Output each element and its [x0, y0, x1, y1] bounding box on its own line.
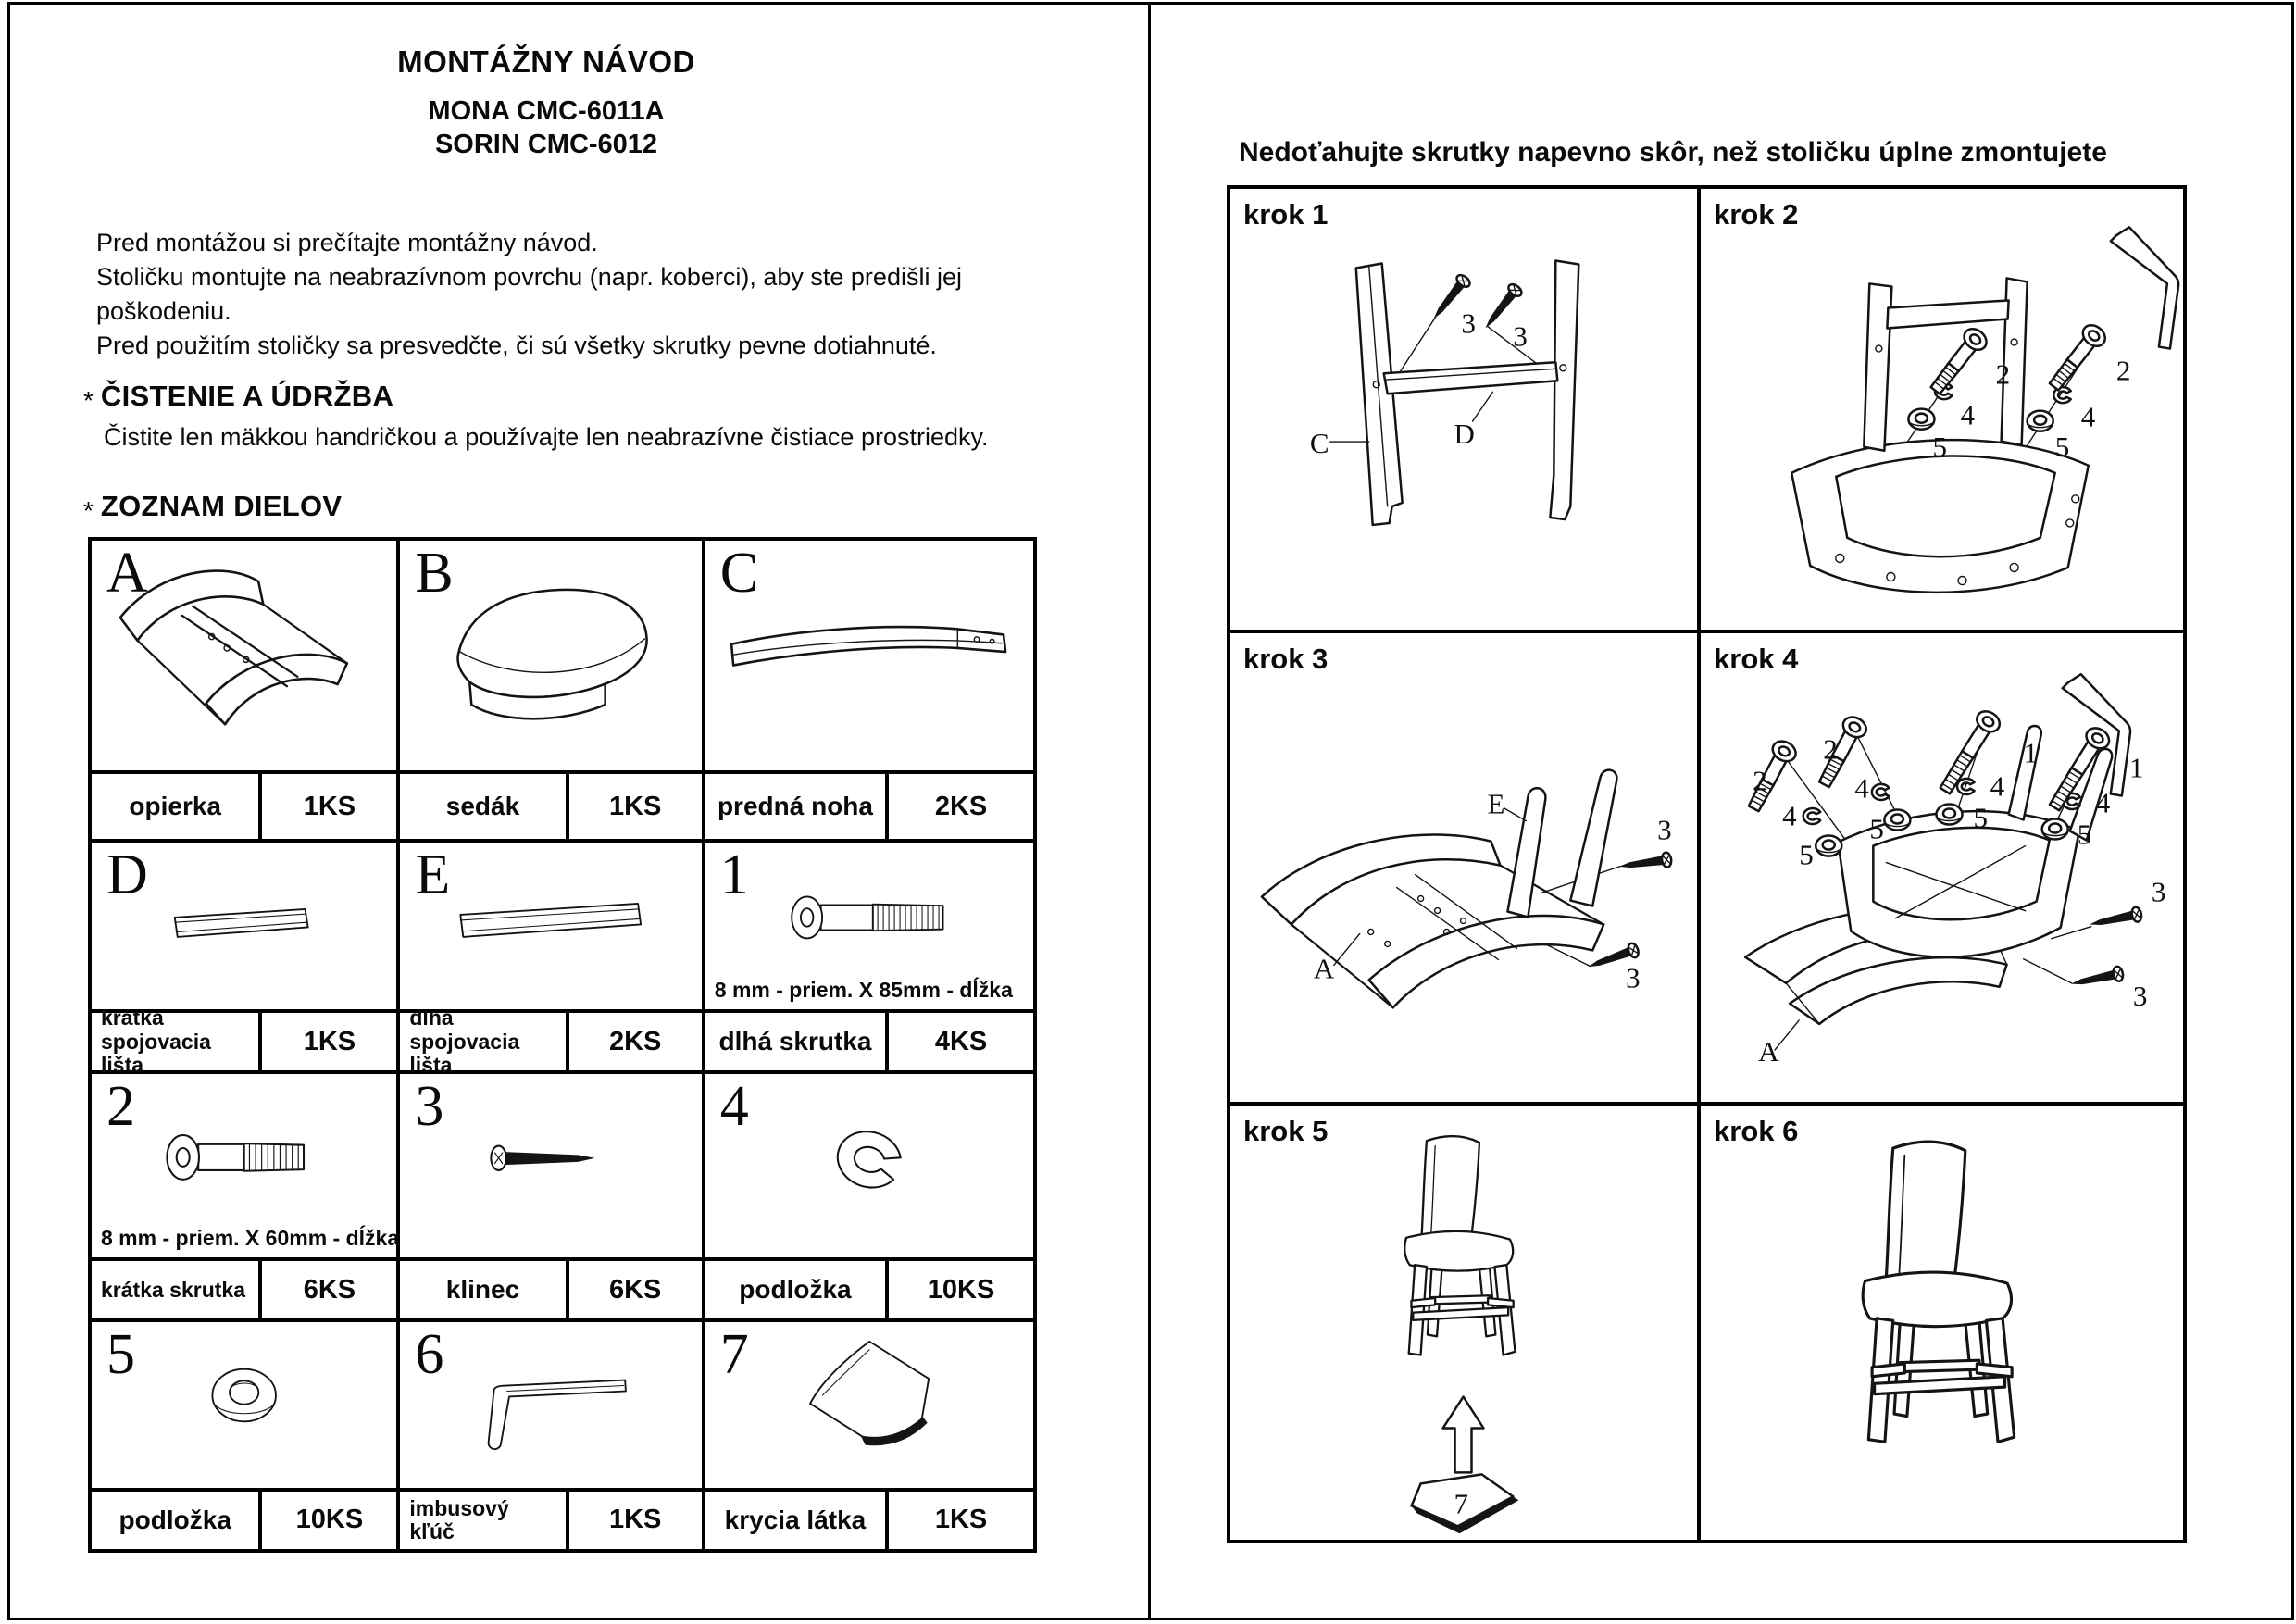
intro-line: Pred použitím stoličky sa presvedčte, či sú všetky skrutky pevne dotiahnuté.	[96, 331, 937, 359]
step1-illustration	[1230, 189, 1697, 630]
cleaning-instructions: Čistite len mäkkou handričkou a používajte len neabrazívne čistiace prostriedky.	[104, 423, 989, 451]
callout-label: A	[1313, 952, 1335, 985]
part-name: dlhá spojovacia lišta	[400, 1013, 568, 1070]
part-cell-7	[705, 1322, 1033, 1549]
part-name: podložka	[92, 1492, 262, 1549]
callout-label: 2	[1753, 764, 1767, 797]
part-name: imbusový kľúč	[400, 1492, 568, 1549]
cleaning-section-heading	[83, 380, 393, 416]
nail-illustration	[400, 1074, 701, 1257]
part-qty: 1KS	[608, 1505, 662, 1535]
assembly-steps-grid	[1227, 185, 2187, 1543]
step-label: krok 4	[1714, 643, 1799, 676]
part-qty: 2KS	[934, 791, 988, 821]
callout-label: D	[1454, 418, 1475, 451]
part-qty: 6KS	[608, 1274, 662, 1305]
callout-label: A	[1758, 1035, 1779, 1068]
step-label: krok 6	[1714, 1114, 1799, 1147]
model-name-sorin: SORIN CMC-6012	[434, 130, 658, 159]
short-rail-illustration	[92, 843, 396, 1009]
step-krok-3	[1230, 633, 1701, 1105]
step-krok-2	[1701, 189, 2183, 633]
seat-cushion-illustration	[400, 541, 701, 770]
parts-section-heading	[83, 490, 342, 526]
callout-label: 3	[1626, 961, 1641, 994]
part-cell-b	[400, 541, 705, 843]
part-number: 6	[415, 1323, 444, 1387]
step6-illustration	[1701, 1106, 2183, 1540]
page-divider	[1148, 2, 1151, 1618]
parts-table	[88, 537, 1037, 1553]
callout-label: 5	[1973, 801, 1989, 834]
part-letter: B	[415, 542, 454, 605]
part-number: 1	[719, 843, 749, 907]
callout-label: 5	[1799, 838, 1814, 871]
step-label: krok 2	[1714, 198, 1799, 231]
step-label: krok 3	[1243, 643, 1329, 676]
part-qty: 10KS	[927, 1274, 995, 1305]
section-title: ČISTENIE A ÚDRŽBA	[100, 380, 394, 412]
part-name: sedák	[400, 774, 568, 839]
intro-line: Stoličku montujte na neabrazívnom povrchu (napr. koberci), aby ste predišli jej	[96, 263, 962, 291]
bolt-dimension: 8 mm - priem. X 85mm - dĺžka	[714, 978, 1013, 1003]
part-cell-3	[400, 1074, 705, 1322]
front-leg-illustration	[705, 541, 1033, 770]
flat-washer-illustration	[92, 1322, 396, 1488]
part-number: 5	[106, 1323, 135, 1387]
part-qty: 2KS	[608, 1026, 662, 1056]
part-name: dlhá skrutka	[705, 1013, 889, 1070]
part-qty: 1KS	[303, 791, 356, 821]
intro-paragraph	[96, 226, 1096, 363]
long-rail-illustration	[400, 843, 701, 1009]
callout-label: 3	[1657, 814, 1672, 847]
part-name: predná noha	[705, 774, 889, 839]
part-qty: 1KS	[608, 791, 662, 821]
bolt-dimension: 8 mm - priem. X 60mm - dĺžka	[101, 1226, 400, 1251]
part-number: 2	[106, 1075, 135, 1139]
assembly-warning: Nedoťahujte skrutky napevno skôr, než stoličku úplne zmontujete	[1239, 137, 2107, 168]
callout-label: C	[1309, 427, 1329, 460]
intro-line: Pred montážou si prečítajte montážny návod.	[96, 229, 598, 256]
part-cell-5	[92, 1322, 400, 1549]
part-name: podložka	[705, 1261, 889, 1318]
callout-label: 5	[2054, 430, 2070, 463]
part-qty: 1KS	[303, 1026, 356, 1056]
part-qty: 1KS	[934, 1505, 988, 1535]
part-letter: A	[106, 542, 148, 605]
callout-label: 1	[2128, 751, 2144, 784]
part-number: 7	[719, 1323, 749, 1387]
step-label: krok 5	[1243, 1114, 1329, 1147]
callout-label: 4	[2080, 400, 2096, 433]
callout-label: 3	[1461, 306, 1476, 340]
up-arrow-icon	[1443, 1396, 1484, 1472]
callout-label: 2	[2115, 354, 2131, 387]
part-name: klinec	[400, 1261, 568, 1318]
callout-label: 4	[1960, 398, 1976, 431]
allen-key-illustration	[400, 1322, 701, 1488]
callout-label: 4	[1990, 769, 2005, 803]
step5-illustration	[1230, 1106, 1697, 1540]
part-qty: 6KS	[303, 1274, 356, 1305]
step-krok-6	[1701, 1106, 2183, 1540]
part-letter: E	[415, 843, 451, 907]
part-name: opierka	[92, 774, 262, 839]
step-krok-5	[1230, 1106, 1701, 1540]
step4-illustration	[1701, 633, 2183, 1101]
part-name: krátka spojovacia lišta	[92, 1013, 262, 1070]
part-cell-c	[705, 541, 1033, 843]
step3-illustration	[1230, 633, 1697, 1101]
model-name-mona: MONA CMC-6011A	[428, 96, 665, 126]
step-label: krok 1	[1243, 198, 1329, 231]
part-number: 3	[415, 1075, 444, 1139]
part-cell-d	[92, 843, 400, 1077]
step-krok-4	[1701, 633, 2183, 1105]
callout-label: 4	[1854, 771, 1869, 805]
lock-washer-illustration	[705, 1074, 1033, 1257]
part-cell-4	[705, 1074, 1033, 1322]
part-qty: 10KS	[295, 1505, 364, 1535]
bullet-asterisk: *	[83, 386, 94, 415]
backrest-illustration	[92, 541, 396, 770]
callout-label: 2	[1823, 732, 1838, 766]
part-qty: 4KS	[934, 1026, 988, 1056]
step2-illustration	[1701, 189, 2183, 630]
manual-title: MONTÁŽNY NÁVOD	[397, 44, 695, 79]
callout-label: 3	[2132, 980, 2148, 1013]
part-name: krátka skrutka	[92, 1261, 262, 1318]
step-krok-1	[1230, 189, 1701, 633]
callout-label: 3	[2151, 876, 2166, 909]
intro-line: poškodeniu.	[96, 297, 231, 325]
part-cell-a	[92, 541, 400, 843]
callout-label: 2	[1995, 357, 2011, 391]
part-number: 4	[719, 1075, 749, 1139]
callout-label: 7	[1454, 1486, 1469, 1519]
bullet-asterisk: *	[83, 496, 94, 525]
part-cell-6	[400, 1322, 705, 1549]
cover-cloth-illustration	[705, 1322, 1033, 1488]
callout-label: E	[1487, 788, 1505, 821]
callout-label: 5	[2077, 818, 2092, 851]
callout-label: 1	[2023, 736, 2039, 769]
part-letter: D	[106, 843, 148, 907]
part-cell-1	[705, 843, 1033, 1074]
callout-label: 3	[1513, 319, 1528, 353]
section-title: ZOZNAM DIELOV	[100, 490, 343, 522]
callout-label: 5	[1932, 430, 1948, 463]
part-cell-e	[400, 843, 705, 1077]
part-letter: C	[719, 542, 759, 605]
part-name: krycia látka	[705, 1492, 889, 1549]
callout-label: 5	[1869, 812, 1884, 845]
callout-label: 4	[2095, 786, 2111, 819]
part-cell-2	[92, 1074, 400, 1322]
callout-label: 4	[1782, 799, 1797, 832]
